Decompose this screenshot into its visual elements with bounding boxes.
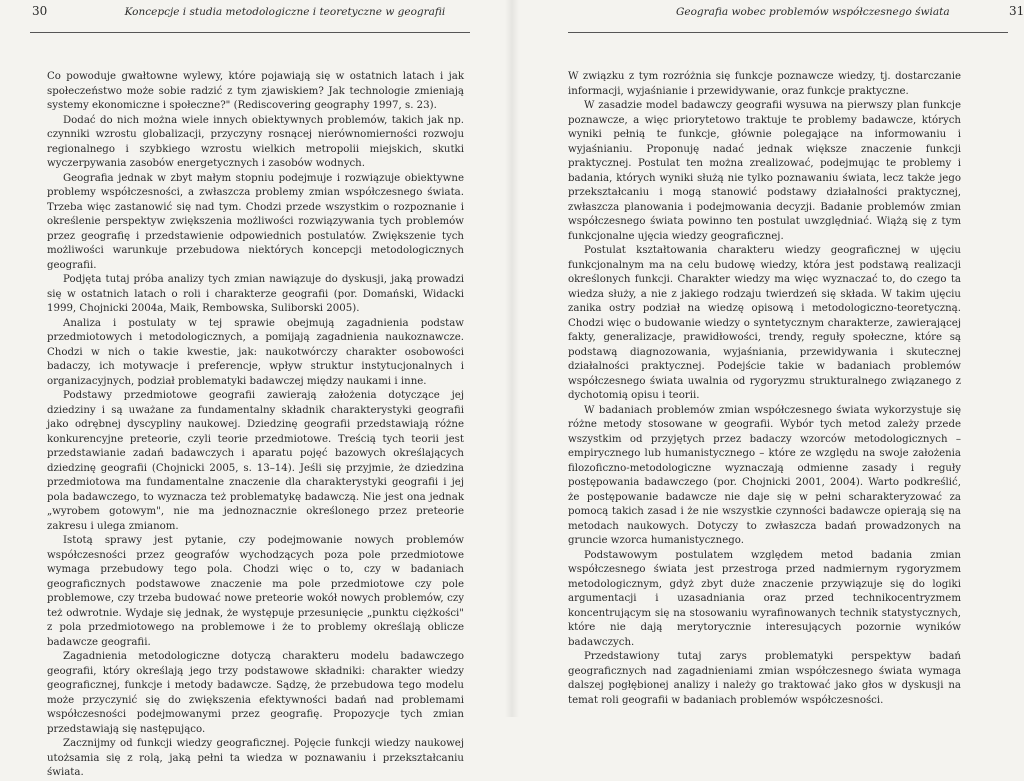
left-page — [0, 0, 512, 778]
paragraph: Istotą sprawy jest pytanie, czy podejmowanie nowych problemów współczesności przez geografów wychodzących poza pole przedmiotowe wymaga przebudowy tego pola. Chodzi więc o to, czy w badaniach geograficznych podstawowe znaczenie ma pole przedmiotowe czy pole problemowe, czy trzeba budować nowe preteorie wokół nowych problemów, czy też odwrotnie. Wydaje się jednak, że występuje przesunięcie „punktu ciężkości" z pola przedmiotowego na problemowe i że to problemy określają oblicze badawcze geografii. — [47, 535, 464, 648]
paragraph: Zagadnienia metodologiczne dotyczą charakteru modelu badawczego geografii, który określają jego trzy podstawowe składniki: charakter wiedzy geograficznej, funkcje i metody badawcze. Sądzę, że przebudowa tego modelu może przyczynić się do zwiększenia efektywności badań nad problemami współczesności podejmowanymi przez geografię. Propozycje tych zmian przedstawiają się następująco. — [47, 651, 464, 735]
right-running-title: Geografia wobec problemów współczesnego świata — [676, 6, 950, 18]
paragraph: Zacznijmy od funkcji wiedzy geograficznej. Pojęcie funkcji wiedzy naukowej utożsamia się z rolą, jaką pełni ta wiedza w poznawaniu i przekształcaniu świata. — [47, 738, 464, 778]
paragraph: W badaniach problemów zmian współczesnego świata wykorzystuje się różne metody stosowane w geografii. Wybór tych metod zależy przede wszystkim od przyjętych przez badaczy wzorców metodologicznych – empirycznego lub humanistycznego – które ze względu na swoje założenia filozoficzno-metodologiczne wyznaczają odmienne zasady i reguły postępowania badawczego (por. Chojnicki 2001, 2004). Warto podkreślić, że postępowanie badawcze nie daje się w pełni scharakteryzować za pomocą takich zasad i że nie wszystkie czynności badawcze opierają się na metodach naukowych. Dotyczy to zwłaszcza badań prowadzonych na gruncie wzorca humanistycznego. — [568, 404, 961, 546]
paragraph: Dodać do nich można wiele innych obiektywnych problemów, takich jak np. czynniki wzrostu globalizacji, przyczyny rosnącej nierównomierności rozwoju regionalnego i szybkiego wzrostu wielkich metropolii miejskich, skutki wyczerpywania zasobów energetycznych i zasobów wodnych. — [47, 114, 464, 169]
paragraph: Geografia jednak w zbyt małym stopniu podejmuje i rozwiązuje obiektywne problemy współczesności, a zwłaszcza problemy zmian współczesnego świata. Trzeba więc zastanowić się nad tym. Chodzi przede wszystkim o rozpoznanie i określenie perspektyw zwiększenia możliwości rozwiązywania tych problemów przez geografię i przedstawienie odpowiednich postulatów. Zwiększenie tych możliwości warunkuje przebudowa niektórych koncepcji metodologicznych geografii. — [47, 172, 464, 271]
left-running-title: Koncepcje i studia metodologiczne i teoretyczne w geografii — [124, 6, 446, 18]
right-page-body — [568, 70, 961, 708]
right-page-number: 31 — [1008, 4, 1024, 18]
paragraph: Podstawy przedmiotowe geografii zawierają założenia dotyczące jej dziedziny i są uważane za fundamentalny składnik charakterystyki geografii jako odrębnej dyscypliny naukowej. Dziedzinę geografii przedstawiają różne konkurencyjne preteorie, czyli teorie przedmiotowe. Treścią tych teorii jest przedstawianie zadań badawczych i aparatu pojęć bazowych określających dziedzinę geografii (Chojnicki 2005, s. 13–14). Jeśli się przyjmie, że dziedzina przedmiotowa ma fundamentalne znaczenie dla charakterystyki geografii i jej pola badawczego, to wyznacza też problematykę badawczą. Nie jest ona jednak „wyrobem gotowym", nie ma jednoznacznie określonego przez preteorie zakresu i ulega zmianom. — [47, 390, 464, 532]
left-page-body — [47, 70, 464, 781]
paragraph: Podjęta tutaj próba analizy tych zmian nawiązuje do dyskusji, jaką prowadzi się w ostatnich latach o roli i charakterze geografii (por. Domański, Widacki 1999, Chojnicki 2004a, Maik, Rembowska, Suliborski 2005). — [47, 274, 464, 314]
left-header-rule — [30, 32, 470, 33]
paragraph: W zasadzie model badawczy geografii wysuwa na pierwszy plan funkcje poznawcze, a więc priorytetowo traktuje te problemy badawcze, których wyniki pełnią te funkcje, głównie polegające na informowaniu i wyjaśnianiu. Proponuję nadać jednak większe znaczenie funkcji praktycznej. Postulat ten można zrealizować, podejmując te problemy i badania, których wyniki służą nie tylko poznawaniu świata, lecz także jego przekształcaniu i mogą stanowić podstawy działalności praktycznej, zwłaszcza planowania i podejmowania decyzji. Badanie problemów zmian współczesnego świata powinno ten postulat uwzględniać. Wiążą się z tym funkcjonalne ujęcia wiedzy geograficznej. — [568, 100, 961, 242]
paragraph: Co powoduje gwałtowne wylewy, które pojawiają się w ostatnich latach i jak społeczeństwo może sobie radzić z tym zjawiskiem? Jak technologie zmieniają systemy ekonomiczne i społeczne?" (Rediscovering geography 1997, s. 23). — [47, 71, 464, 111]
paragraph: W związku z tym rozróżnia się funkcje poznawcze wiedzy, tj. dostarczanie informacji, wyjaśnianie i przewidywanie, oraz funkcje praktyczne. — [568, 71, 961, 97]
paragraph: Podstawowym postulatem względem metod badania zmian współczesnego świata jest przestroga przed nadmiernym rygoryzmem metodologicznym, gdyż zbyt duże znaczenie przywiązuje się do logiki argumentacji i uzasadniania oraz przed technikocentryzmem koncentrującym się na stosowaniu wyrafinowanych technik statystycznych, które nie dają merytorycznie interesujących pozornie wyników badawczych. — [568, 549, 961, 648]
right-page-header — [676, 4, 1024, 18]
right-header-rule — [568, 32, 1008, 33]
paragraph: Przedstawiony tutaj zarys problematyki perspektyw badań geograficznych nad zagadnieniami zmian współczesnego świata wymaga dalszej pogłębionej analizy i należy go traktować jako głos w dyskusji na temat roli geografii w badaniach problemów współczesności. — [568, 651, 961, 706]
left-page-number: 30 — [32, 4, 48, 18]
paragraph: Analiza i postulaty w tej sprawie obejmują zagadnienia podstaw przedmiotowych i metodologicznych, a pomijają zagadnienia naukoznawcze. Chodzi w nich o takie kwestie, jak: naukotwórczy charakter osobowości badaczy, ich motywacje i preferencje, wpływ struktur instytucjonalnych i organizacyjnych, podział problematyki badawczej między naukami i inne. — [47, 317, 464, 387]
paragraph: Postulat kształtowania charakteru wiedzy geograficznej w ujęciu funkcjonalnym ma na celu budowę wiedzy, która jest podstawą realizacji określonych funkcji. Charakter wiedzy ma więc wyznaczać to, do czego ta wiedza służy, a nie z jakiego rodzaju twierdzeń się składa. W takim ujęciu zanika ostry podział na wiedzę opisową i metodologiczno-teoretyczną. Chodzi więc o budowanie wiedzy o syntetycznym charakterze, zawierającej fakty, generalizacje, prawidłowości, trendy, reguły społeczne, które są podstawą diagnozowania, wyjaśniania, przewidywania i skutecznej działalności praktycznej. Podejście takie w badaniach problemów współczesnego świata uwalnia od rygoryzmu strukturalnego związanego z dychotomią opisu i teorii. — [568, 245, 961, 401]
right-page — [512, 0, 1024, 717]
left-page-header — [32, 4, 445, 18]
